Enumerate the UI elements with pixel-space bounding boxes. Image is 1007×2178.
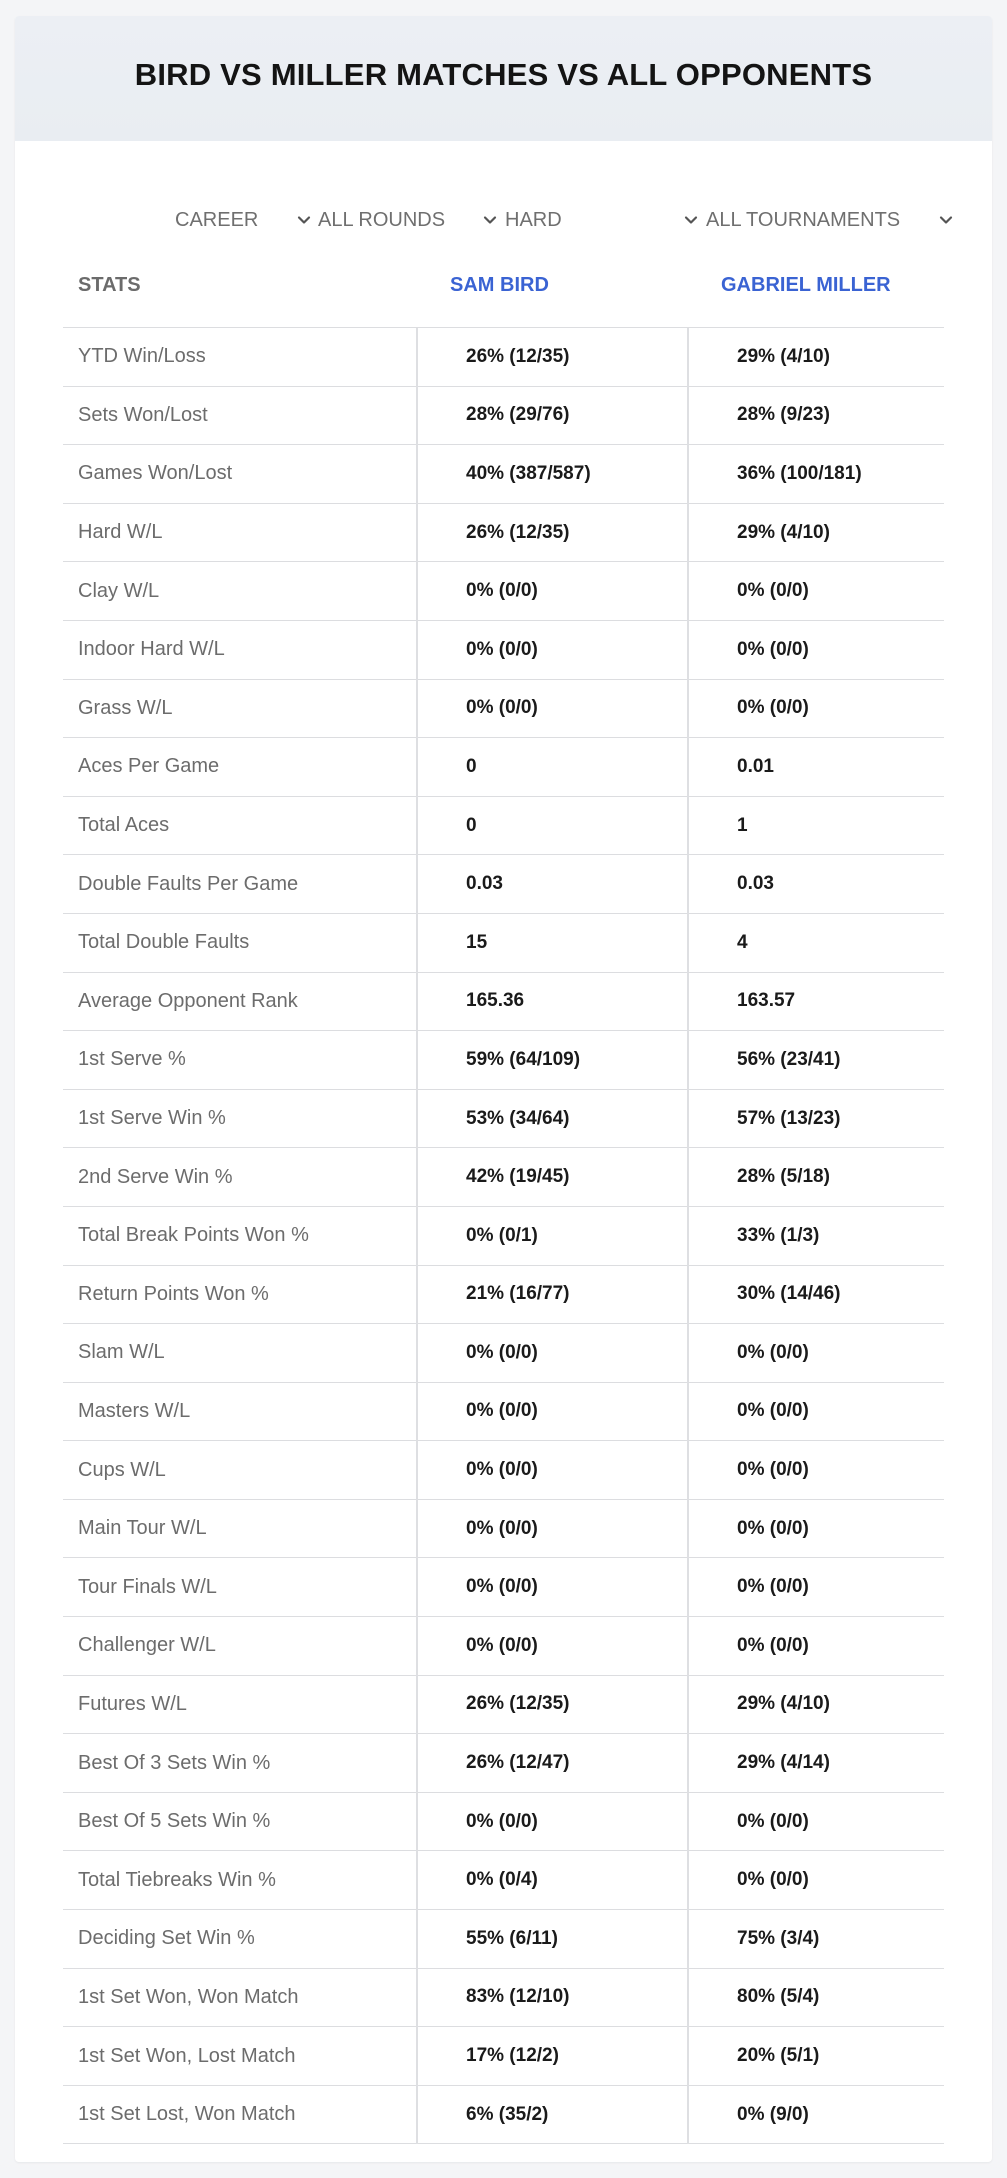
table-row <box>63 1031 944 1090</box>
table-row <box>63 855 944 914</box>
table-row <box>63 2086 944 2145</box>
stat-label: Cups W/L <box>78 1458 166 1481</box>
player1-value: 0 <box>466 814 477 836</box>
stat-label: Best Of 3 Sets Win % <box>78 1751 271 1774</box>
player2-value: 0.01 <box>737 755 774 777</box>
player1-value: 55% (6/11) <box>466 1927 558 1949</box>
stat-label: Clay W/L <box>78 579 160 602</box>
player1-value: 165.36 <box>466 990 525 1012</box>
chevron-down-icon <box>482 212 498 228</box>
stat-label: 1st Set Won, Won Match <box>78 1985 299 2008</box>
table-row <box>63 562 944 621</box>
player1-value: 0% (0/0) <box>466 1576 538 1598</box>
stat-label: Futures W/L <box>78 1692 187 1715</box>
stat-label: Tour Finals W/L <box>78 1575 217 1598</box>
table-row <box>63 1207 944 1266</box>
player2-value: 28% (5/18) <box>737 1166 830 1188</box>
stat-label: 1st Set Won, Lost Match <box>78 2044 296 2067</box>
stat-label: Aces Per Game <box>78 755 220 778</box>
player2-value: 0% (0/0) <box>737 580 809 602</box>
player2-value: 36% (100/181) <box>737 462 862 484</box>
chevron-down-icon <box>683 212 699 228</box>
player1-value: 26% (12/35) <box>466 521 570 543</box>
page-title: BIRD VS MILLER MATCHES VS ALL OPPONENTS <box>134 56 873 92</box>
player1-value: 0 <box>466 755 477 777</box>
stat-label: 1st Serve Win % <box>78 1107 226 1130</box>
player2-value: 56% (23/41) <box>737 1048 841 1070</box>
table-row <box>63 621 944 680</box>
filter-period-select[interactable] <box>175 203 312 237</box>
player1-value: 26% (12/35) <box>466 345 570 367</box>
filter-period-value: CAREER <box>175 208 259 231</box>
player1-value: 40% (387/587) <box>466 462 591 484</box>
chevron-down-icon <box>296 212 312 228</box>
player1-value: 0% (0/0) <box>466 1400 538 1422</box>
player2-value: 29% (4/10) <box>737 521 830 543</box>
player2-value: 20% (5/1) <box>737 2045 820 2067</box>
stat-label: Main Tour W/L <box>78 1517 207 1540</box>
player1-value: 0% (0/0) <box>466 1634 538 1656</box>
stat-label: Double Faults Per Game <box>78 872 299 895</box>
player2-value: 163.57 <box>737 990 796 1012</box>
player1-value: 6% (35/2) <box>466 2103 549 2125</box>
stat-label: Average Opponent Rank <box>78 989 298 1012</box>
table-row <box>63 1148 944 1207</box>
column-header-player2[interactable]: GABRIEL MILLER <box>721 274 891 296</box>
player1-value: 0% (0/1) <box>466 1224 538 1246</box>
player2-value: 0% (0/0) <box>737 638 809 660</box>
stat-label: Total Tiebreaks Win % <box>78 1868 276 1891</box>
table-row <box>63 680 944 739</box>
column-header-player1[interactable]: SAM BIRD <box>450 274 549 296</box>
table-row <box>63 973 944 1032</box>
table-row <box>63 387 944 446</box>
player2-value: 0% (0/0) <box>737 1341 809 1363</box>
column-divider <box>687 328 689 2144</box>
player1-value: 21% (16/77) <box>466 1283 570 1305</box>
player1-value: 0% (0/0) <box>466 580 538 602</box>
table-row <box>63 328 944 387</box>
player1-value: 0.03 <box>466 873 503 895</box>
player1-value: 28% (29/76) <box>466 404 570 426</box>
table-row <box>63 1324 944 1383</box>
table-row <box>63 1793 944 1852</box>
table-row <box>63 738 944 797</box>
filter-surface-value: HARD <box>505 208 562 231</box>
table-row <box>63 504 944 563</box>
table-row <box>63 445 944 504</box>
player1-value: 0% (0/0) <box>466 1341 538 1363</box>
table-row <box>63 1558 944 1617</box>
stat-label: Games Won/Lost <box>78 462 233 485</box>
stat-label: 1st Serve % <box>78 1048 186 1071</box>
table-row <box>63 1617 944 1676</box>
player1-value: 26% (12/47) <box>466 1752 570 1774</box>
player2-value: 4 <box>737 931 748 953</box>
stat-label: Return Points Won % <box>78 1282 269 1305</box>
column-divider <box>416 328 418 2144</box>
player2-value: 57% (13/23) <box>737 1107 841 1129</box>
player1-value: 0% (0/0) <box>466 1459 538 1481</box>
table-row <box>63 1383 944 1442</box>
table-row <box>63 1266 944 1325</box>
stats-card <box>15 16 992 2162</box>
stat-label: Grass W/L <box>78 696 173 719</box>
stat-label: Masters W/L <box>78 1399 191 1422</box>
player2-value: 0% (0/0) <box>737 1634 809 1656</box>
player1-value: 17% (12/2) <box>466 2045 559 2067</box>
table-body <box>63 328 944 2144</box>
table-row <box>63 914 944 973</box>
stat-label: Total Break Points Won % <box>78 1224 309 1247</box>
player1-value: 15 <box>466 931 488 953</box>
player2-value: 0% (0/0) <box>737 1576 809 1598</box>
filter-round-select[interactable] <box>318 203 498 237</box>
player2-value: 30% (14/46) <box>737 1283 841 1305</box>
player2-value: 0.03 <box>737 873 774 895</box>
table-row <box>63 1441 944 1500</box>
player1-value: 26% (12/35) <box>466 1693 570 1715</box>
card-header <box>15 16 992 141</box>
filter-tournament-value: ALL TOURNAMENTS <box>706 208 901 231</box>
player2-value: 29% (4/14) <box>737 1752 830 1774</box>
table-row <box>63 1676 944 1735</box>
player2-value: 0% (0/0) <box>737 1869 809 1891</box>
stat-label: Challenger W/L <box>78 1634 216 1657</box>
stat-label: Slam W/L <box>78 1341 165 1364</box>
player2-value: 80% (5/4) <box>737 1986 820 2008</box>
stats-table <box>63 248 944 2144</box>
table-row <box>63 1500 944 1559</box>
table-header <box>63 248 944 328</box>
player1-value: 83% (12/10) <box>466 1986 570 2008</box>
player2-value: 0% (0/0) <box>737 1400 809 1422</box>
stat-label: YTD Win/Loss <box>78 345 206 368</box>
player2-value: 1 <box>737 814 748 836</box>
stat-label: Total Double Faults <box>78 931 250 954</box>
player2-value: 33% (1/3) <box>737 1224 820 1246</box>
stat-label: Sets Won/Lost <box>78 403 208 426</box>
player2-value: 0% (9/0) <box>737 2103 809 2125</box>
filter-round-value: ALL ROUNDS <box>318 208 446 231</box>
chevron-down-icon <box>938 212 954 228</box>
stat-label: Deciding Set Win % <box>78 1927 255 1950</box>
stat-label: Total Aces <box>78 814 170 837</box>
player2-value: 29% (4/10) <box>737 345 830 367</box>
player1-value: 42% (19/45) <box>466 1166 570 1188</box>
table-row <box>63 1910 944 1969</box>
player2-value: 29% (4/10) <box>737 1693 830 1715</box>
player2-value: 0% (0/0) <box>737 1517 809 1539</box>
player1-value: 0% (0/0) <box>466 697 538 719</box>
stat-label: 1st Set Lost, Won Match <box>78 2103 296 2126</box>
table-row <box>63 1734 944 1793</box>
table-row <box>63 1969 944 2028</box>
player1-value: 59% (64/109) <box>466 1048 581 1070</box>
table-row <box>63 2027 944 2086</box>
player1-value: 0% (0/4) <box>466 1869 538 1891</box>
table-row <box>63 1851 944 1910</box>
filter-tournament-select[interactable] <box>706 203 954 237</box>
stat-label: 2nd Serve Win % <box>78 1165 233 1188</box>
player2-value: 0% (0/0) <box>737 1459 809 1481</box>
table-row <box>63 797 944 856</box>
player1-value: 0% (0/0) <box>466 638 538 660</box>
player2-value: 75% (3/4) <box>737 1927 820 1949</box>
column-header-stats: STATS <box>78 274 141 296</box>
player1-value: 0% (0/0) <box>466 1517 538 1539</box>
player2-value: 0% (0/0) <box>737 697 809 719</box>
player2-value: 0% (0/0) <box>737 1810 809 1832</box>
stat-label: Best Of 5 Sets Win % <box>78 1810 271 1833</box>
stat-label: Hard W/L <box>78 521 163 544</box>
filter-bar <box>15 191 992 251</box>
player1-value: 0% (0/0) <box>466 1810 538 1832</box>
table-row <box>63 1090 944 1149</box>
player1-value: 53% (34/64) <box>466 1107 570 1129</box>
player2-value: 28% (9/23) <box>737 404 830 426</box>
filter-surface-select[interactable] <box>505 203 699 237</box>
stat-label: Indoor Hard W/L <box>78 638 225 661</box>
